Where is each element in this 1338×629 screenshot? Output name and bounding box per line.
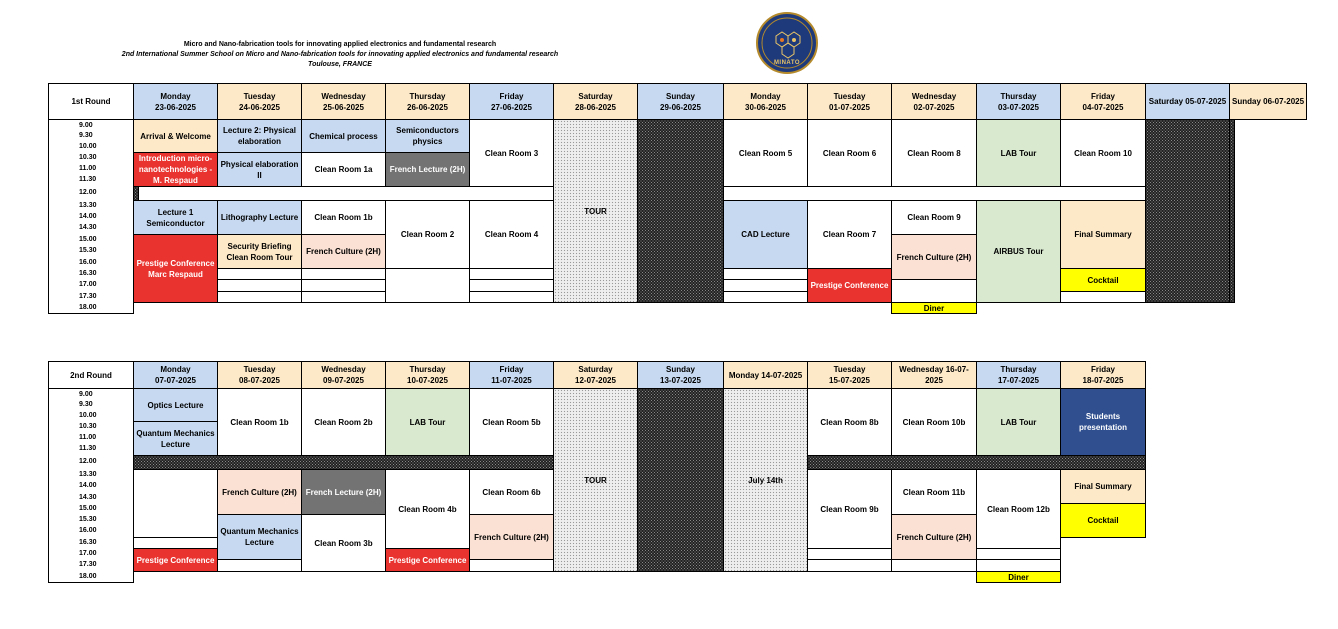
day-header <box>976 361 1061 389</box>
day-name: Wednesday <box>321 91 366 101</box>
day-header <box>723 361 808 389</box>
schedule-event: Clean Room 9 <box>891 200 977 235</box>
schedule-event: Clean Room 2 <box>385 200 470 269</box>
day-header <box>1060 361 1146 389</box>
empty-slot <box>217 291 302 303</box>
day-header <box>133 361 218 389</box>
time-slot-label: 12.00 <box>48 455 134 470</box>
time-slot-label: 13.30 <box>48 469 134 481</box>
empty-slot <box>891 559 977 572</box>
header-title-line2: 2nd International Summer School on Micro and Nano-fabrication tools for innovating applied electronics and fundamental research <box>121 51 559 58</box>
day-date: 11-07-2025 <box>491 376 532 385</box>
day-header <box>976 83 1061 120</box>
day-header <box>469 83 554 120</box>
day-name: Monday 14-07-2025 <box>728 370 803 380</box>
schedule-event: Cocktail <box>1060 268 1146 292</box>
empty-slot <box>469 559 554 572</box>
day-header <box>637 361 724 389</box>
day-header <box>891 83 977 120</box>
time-slot-label: 15.30 <box>48 245 134 258</box>
day-header <box>1145 83 1230 120</box>
schedule-event: Semiconductors physics <box>385 119 470 153</box>
schedule-event: Clean Room 8 <box>891 119 977 187</box>
schedule-event: Clean Room 3 <box>469 119 554 187</box>
header-location: Toulouse, FRANCE <box>308 61 372 68</box>
day-header <box>469 361 554 389</box>
schedule-event: Introduction micro-nanotechnologies - M. Respaud <box>133 152 218 187</box>
day-date: 23-06-2025 <box>155 102 196 112</box>
day-date: 08-07-2025 <box>239 376 280 385</box>
schedule-event: LAB Tour <box>976 119 1061 187</box>
schedule-event: Clean Room 1b <box>301 200 386 235</box>
schedule-event: Clean Room 10 <box>1060 119 1146 187</box>
logo-text: MINATO <box>773 60 801 66</box>
empty-slot <box>637 119 724 303</box>
schedule-event: Lecture 2: Physical elaboration <box>217 119 302 153</box>
day-name: Wednesday 16-07-2025 <box>899 365 969 385</box>
schedule-event: Diner <box>976 571 1061 583</box>
day-date: 15-07-2025 <box>829 376 870 385</box>
schedule-event: French Culture (2H) <box>891 514 977 560</box>
day-date: 25-06-2025 <box>323 102 364 112</box>
schedule-event: Security Briefing Clean Room Tour <box>217 234 302 269</box>
day-date: 26-06-2025 <box>407 102 448 112</box>
schedule-event: Clean Room 2b <box>301 388 386 456</box>
day-name: Monday <box>750 91 781 101</box>
time-slot-label: 15.30 <box>48 514 134 526</box>
time-slot-label: 18.00 <box>48 302 134 314</box>
schedule-event: Clean Room 7 <box>807 200 892 269</box>
schedule-event: Clean Room 5b <box>469 388 554 456</box>
day-header <box>301 361 386 389</box>
day-date: 28-06-2025 <box>575 102 616 112</box>
schedule-event: Students presentation <box>1060 388 1146 456</box>
time-slot-label: 11.30 <box>48 174 134 187</box>
day-date: 27-06-2025 <box>491 102 532 112</box>
day-header <box>807 83 892 120</box>
schedule-event: Clean Room 9b <box>807 469 892 549</box>
day-name: Friday <box>499 365 524 374</box>
day-date: 09-07-2025 <box>323 376 364 385</box>
empty-slot <box>301 291 386 303</box>
empty-slot <box>891 279 977 303</box>
day-header <box>1229 83 1307 120</box>
day-header <box>385 83 470 120</box>
time-slot-label: 14.30 <box>48 492 134 504</box>
schedule-event: Cocktail <box>1060 503 1146 538</box>
time-slot-label: 16.00 <box>48 257 134 269</box>
day-name: Wednesday <box>321 365 366 374</box>
day-name: Sunday 06-07-2025 <box>1232 97 1305 106</box>
schedule-event: Prestige Conference <box>133 548 218 572</box>
schedule-event: Clean Room 3b <box>301 514 386 572</box>
empty-slot <box>217 559 302 572</box>
day-header <box>217 361 302 389</box>
day-name: Friday <box>1090 91 1115 101</box>
schedule-event: French Culture (2H) <box>217 469 302 515</box>
empty-slot <box>469 291 554 303</box>
day-name: Tuesday <box>243 91 276 101</box>
time-slot-label: 17.00 <box>48 548 134 560</box>
schedule-event: Prestige Conference <box>385 548 470 572</box>
day-name: Saturday 05-07-2025 <box>1148 97 1227 106</box>
time-slot-label: 16.00 <box>48 525 134 538</box>
day-date: 01-07-2025 <box>829 102 870 112</box>
day-header <box>133 83 218 120</box>
lunch-break-band <box>133 186 139 201</box>
schedule-event: Clean Room 10b <box>891 388 977 456</box>
time-slot-label: 13.30 <box>48 200 134 212</box>
empty-slot <box>385 268 470 303</box>
time-slot-label: 16.30 <box>48 537 134 549</box>
day-header <box>1060 83 1146 120</box>
schedule-event: Clean Room 8b <box>807 388 892 456</box>
schedule-event: Final Summary <box>1060 469 1146 504</box>
day-header <box>891 361 977 389</box>
schedule-event: Clean Room 4b <box>385 469 470 549</box>
day-name: Thursday <box>1000 365 1037 374</box>
day-date: 02-07-2025 <box>913 102 955 112</box>
schedule-event: Chemical process <box>301 119 386 153</box>
round-label: 1st Round <box>48 83 134 120</box>
schedule-event: Clean Room 1a <box>301 152 386 187</box>
empty-slot <box>1145 119 1230 303</box>
schedule-event: French Lecture (2H) <box>385 152 470 187</box>
schedule-event: TOUR <box>553 119 638 303</box>
day-date: 04-07-2025 <box>1082 102 1124 112</box>
time-slot-label: 14.00 <box>48 480 134 493</box>
schedule-event: Prestige Conference <box>807 268 892 303</box>
schedule-event: Physical elaboration II <box>217 152 302 187</box>
schedule-event: French Culture (2H) <box>469 514 554 560</box>
schedule-event: Prestige Conference Marc Respaud <box>133 234 218 303</box>
day-date: 10-07-2025 <box>407 376 448 385</box>
schedule-event: Clean Room 11b <box>891 469 977 515</box>
time-slot-label: 11.00 <box>48 432 134 444</box>
time-slot-label: 12.00 <box>48 186 134 201</box>
header-title-line1: Micro and Nano-fabrication tools for innovating applied electronics and fundamental research <box>183 41 497 48</box>
schedule-event: Optics Lecture <box>133 388 218 422</box>
day-header <box>637 83 724 120</box>
day-name: Saturday <box>578 91 613 101</box>
time-slot-label: 10.00 <box>48 141 134 153</box>
day-name: Thursday <box>1000 91 1037 101</box>
day-name: Sunday <box>666 365 695 374</box>
empty-slot <box>133 469 218 538</box>
empty-slot <box>1060 291 1146 303</box>
day-header <box>553 83 638 120</box>
time-slot-label: 17.30 <box>48 291 134 303</box>
schedule-event: CAD Lecture <box>723 200 808 269</box>
day-name: Tuesday <box>243 365 276 374</box>
schedule-event: LAB Tour <box>976 388 1061 456</box>
schedule-event: Quantum Mechanics Lecture <box>133 421 218 456</box>
time-slot-label: 14.30 <box>48 222 134 235</box>
day-name: Monday <box>160 91 191 101</box>
day-date: 24-06-2025 <box>239 102 280 112</box>
time-slot-label: 9.30 <box>48 130 134 142</box>
day-header <box>217 83 302 120</box>
day-name: Sunday <box>666 91 695 101</box>
schedule-event: Clean Room 12b <box>976 469 1061 549</box>
empty-slot <box>807 559 892 572</box>
day-date: 03-07-2025 <box>998 102 1039 112</box>
schedule-event: Clean Room 5 <box>723 119 808 187</box>
schedule-event: Lithography Lecture <box>217 200 302 235</box>
time-slot-label: 10.30 <box>48 421 134 433</box>
schedule-event: Clean Room 6b <box>469 469 554 515</box>
schedule-event: TOUR <box>553 388 638 572</box>
schedule-event: Quantum Mechanics Lecture <box>217 514 302 560</box>
round-label: 2nd Round <box>48 361 134 389</box>
time-slot-label: 14.00 <box>48 211 134 223</box>
schedule-event: Clean Room 1b <box>217 388 302 456</box>
time-slot-label: 17.00 <box>48 279 134 292</box>
schedule-event: LAB Tour <box>385 388 470 456</box>
time-slot-label: 9.30 <box>48 399 134 411</box>
time-slot-label: 17.30 <box>48 559 134 572</box>
minato-logo <box>756 12 818 74</box>
day-header <box>807 361 892 389</box>
schedule-event: Diner <box>891 302 977 314</box>
day-date: 30-06-2025 <box>745 102 786 112</box>
time-slot-label: 11.00 <box>48 163 134 175</box>
schedule-event: Final Summary <box>1060 200 1146 269</box>
time-slot-label: 16.30 <box>48 268 134 280</box>
time-slot-label: 15.00 <box>48 503 134 515</box>
time-slot-label: 10.30 <box>48 152 134 164</box>
empty-slot <box>1229 119 1235 303</box>
day-header <box>553 361 638 389</box>
empty-slot <box>723 291 808 303</box>
time-slot-label: 9.00 <box>48 119 134 131</box>
day-name: Saturday <box>578 365 613 374</box>
time-slot-label: 11.30 <box>48 443 134 456</box>
day-header <box>301 83 386 120</box>
empty-slot <box>637 388 724 572</box>
day-name: Thursday <box>409 365 446 374</box>
day-date: 17-07-2025 <box>998 376 1039 385</box>
time-slot-label: 18.00 <box>48 571 134 583</box>
day-name: Thursday <box>409 91 446 101</box>
schedule-event: French Lecture (2H) <box>301 469 386 515</box>
day-header <box>385 361 470 389</box>
day-date: 29-06-2025 <box>660 102 701 112</box>
day-date: 18-07-2025 <box>1082 376 1124 385</box>
day-name: Friday <box>499 91 524 101</box>
day-name: Friday <box>1090 365 1115 374</box>
schedule-event: Clean Room 6 <box>807 119 892 187</box>
schedule-event: July 14th <box>723 388 808 572</box>
day-name: Wednesday <box>911 91 957 101</box>
schedule-event: French Culture (2H) <box>891 234 977 280</box>
day-name: Tuesday <box>833 91 866 101</box>
time-slot-label: 10.00 <box>48 410 134 422</box>
schedule-event: AIRBUS Tour <box>976 200 1061 303</box>
schedule-event: Lecture 1 Semiconductor <box>133 200 218 235</box>
time-slot-label: 9.00 <box>48 388 134 400</box>
schedule-event: French Culture (2H) <box>301 234 386 269</box>
day-header <box>723 83 808 120</box>
day-date: 07-07-2025 <box>155 376 196 385</box>
time-slot-label: 15.00 <box>48 234 134 246</box>
day-name: Tuesday <box>833 365 866 374</box>
day-date: 12-07-2025 <box>575 376 616 385</box>
day-date: 13-07-2025 <box>660 376 701 385</box>
day-name: Monday <box>160 365 191 374</box>
schedule-event: Arrival & Welcome <box>133 119 218 153</box>
schedule-event: Clean Room 4 <box>469 200 554 269</box>
